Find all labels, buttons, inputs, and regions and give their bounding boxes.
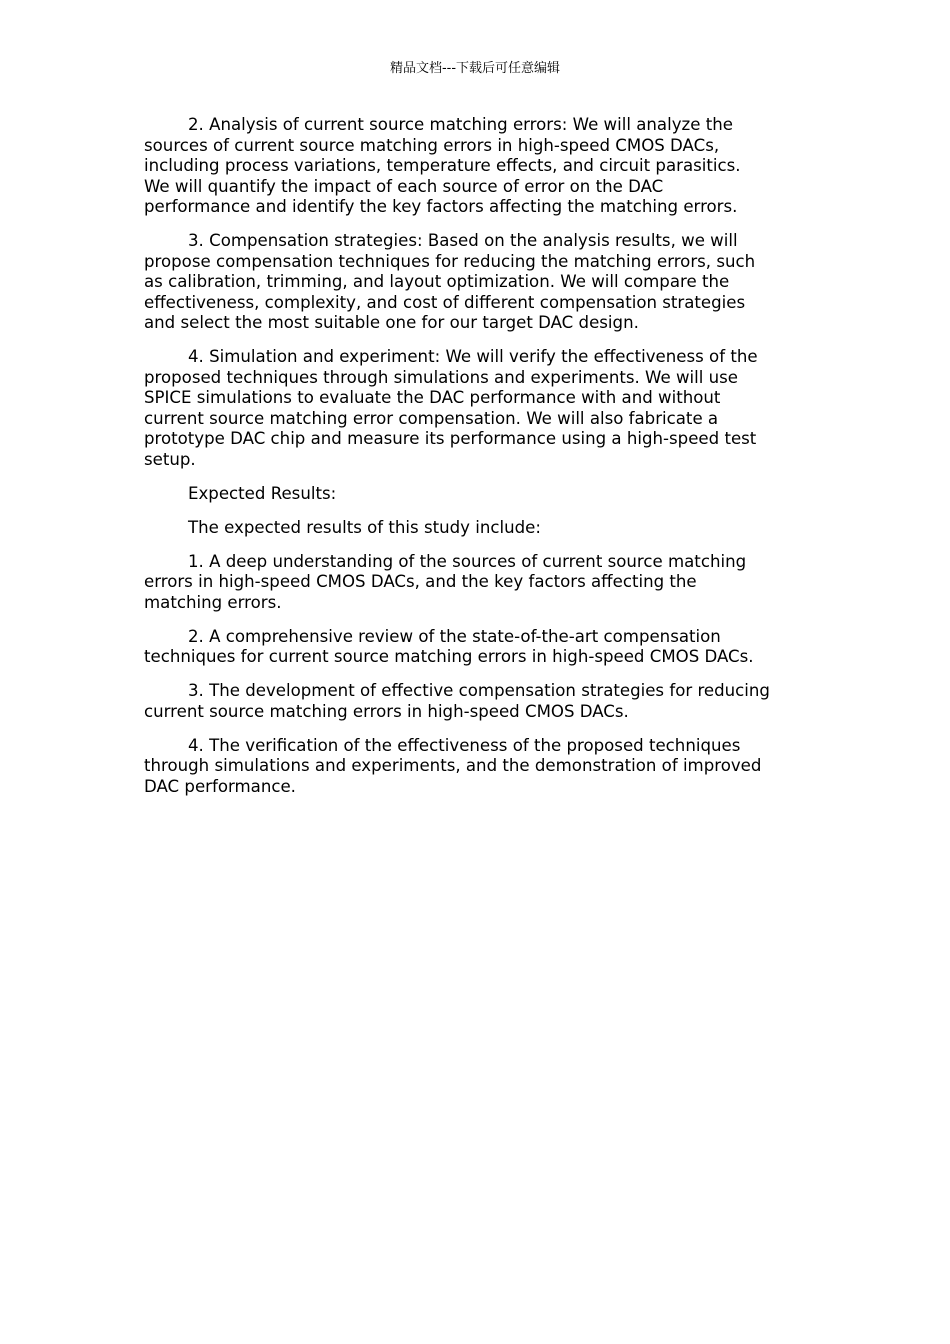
paragraph [144,231,824,334]
text-line: performance and identify the key factors affecting the matching errors. [144,197,738,216]
text-line: current source matching errors in high-speed CMOS DACs. [144,701,629,721]
text-line: 2. Analysis of current source matching errors: We will analyze the [188,115,733,134]
document-body [144,115,824,811]
text-line: through simulations and experiments, and the demonstration of improved [144,756,762,775]
text-line: errors in high-speed CMOS DACs, and the key factors affecting the [144,572,697,591]
text-line: 4. The verification of the effectiveness of the proposed techniques [188,735,741,755]
text-line: 2. A comprehensive review of the state-of-the-art compensation [188,626,721,646]
text-line: setup. [144,449,196,469]
paragraph [144,484,824,505]
text-line: techniques for current source matching errors in high-speed CMOS DACs. [144,647,754,666]
paragraph [144,552,824,614]
paragraph [144,736,824,798]
text-line: effectiveness, complexity, and cost of different compensation strategies [144,292,746,312]
text-line: DAC performance. [144,776,296,796]
text-line: SPICE simulations to evaluate the DAC performance with and without [144,388,721,407]
text-line: propose compensation techniques for reducing the matching errors, such [144,251,756,271]
paragraph [144,115,824,218]
text-line: including process variations, temperature effects, and circuit parasitics. [144,156,741,175]
page-header: 精品文档---下载后可任意编辑 [389,61,561,76]
paragraph [144,681,824,722]
text-line: 3. Compensation strategies: Based on the analysis results, we will [188,231,738,250]
text-line: prototype DAC chip and measure its performance using a high-speed test [144,429,757,448]
text-line: 4. Simulation and experiment: We will verify the effectiveness of the [188,347,758,366]
text-line: Expected Results: [188,483,337,503]
text-line: and select the most suitable one for our target DAC design. [144,313,639,332]
text-line: as calibration, trimming, and layout optimization. We will compare the [144,272,730,291]
text-line: The expected results of this study include: [188,517,541,537]
text-line: We will quantify the impact of each source of error on the DAC [144,176,664,196]
text-line: proposed techniques through simulations and experiments. We will use [144,367,739,387]
text-line: 3. The development of effective compensation strategies for reducing [188,681,770,700]
text-line: current source matching error compensation. We will also fabricate a [144,408,719,428]
text-line: 1. A deep understanding of the sources of current source matching [188,551,747,571]
paragraph [144,627,824,668]
paragraph [144,518,824,539]
paragraph [144,347,824,470]
text-line: sources of current source matching errors in high-speed CMOS DACs, [144,135,720,155]
text-line: matching errors. [144,592,282,612]
